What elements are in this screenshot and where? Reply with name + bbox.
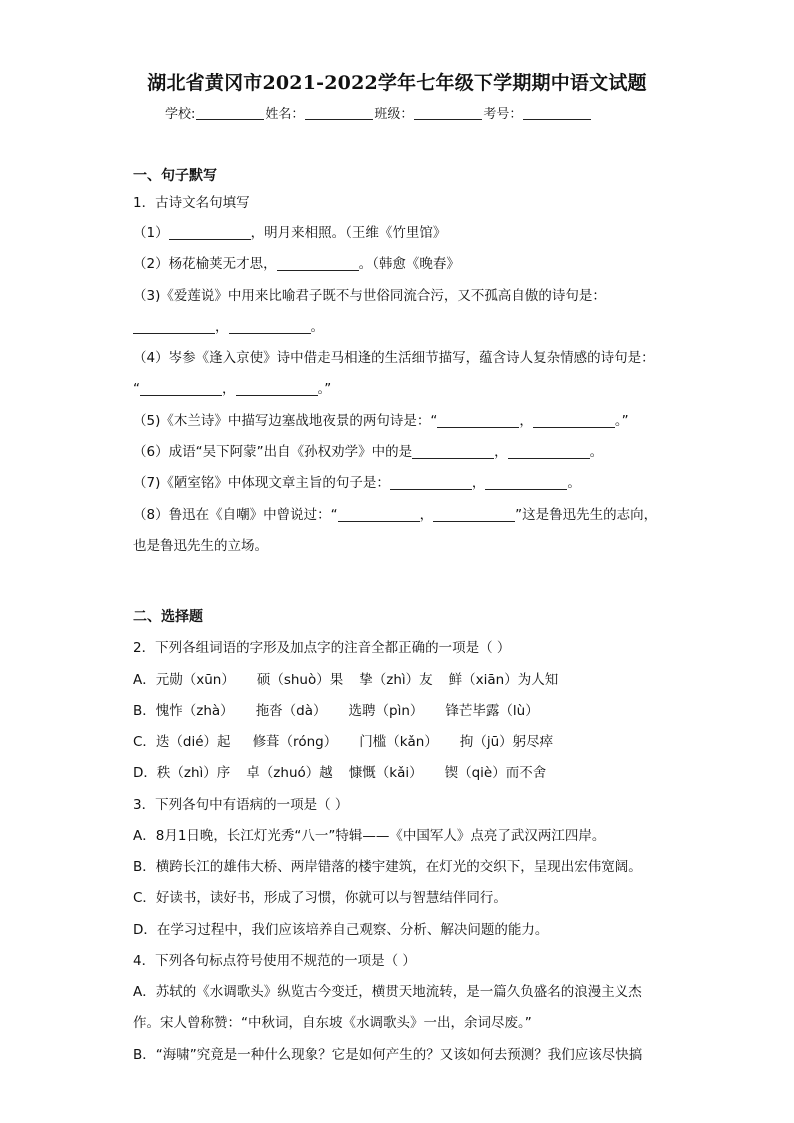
q1-item-7: （7)《陋室铭》中体现文章主旨的句子是： ， 。 bbox=[133, 475, 581, 491]
q4-option-b-line1: B．“海啸”究竟是一种什么现象？它是如何产生的？又该如何去预测？我们应该尽快搞 bbox=[133, 1047, 643, 1063]
q1-item-4: （4）岑参《逢入京使》诗中借走马相逢的生活细节描写，蕴含诗人复杂情感的诗句是： bbox=[133, 350, 655, 366]
number-blank[interactable] bbox=[523, 107, 591, 120]
q3-option-a: A．8月1日晚，长江灯光秀“八一”特辑——《中国军人》点亮了武汉两江四岸。 bbox=[133, 828, 606, 844]
answer-blank[interactable] bbox=[390, 475, 472, 490]
question-3-stem: 3．下列各句中有语病的一项是（ ） bbox=[133, 797, 349, 813]
answer-blank[interactable] bbox=[508, 444, 590, 459]
page-title: 湖北省黄冈市2021-2022学年七年级下学期期中语文试题 bbox=[147, 72, 647, 94]
q2-option-a: A．元勋（xūn） 硕（shuò）果 挚（zhì）友 鲜（xiān）为人知 bbox=[133, 672, 559, 688]
q1-item-5: （5)《木兰诗》中描写边塞战地夜景的两句诗是：“ ， 。” bbox=[133, 413, 629, 429]
school-label: 学校: bbox=[165, 107, 196, 122]
section1-heading: 一、句子默写 bbox=[133, 168, 217, 184]
q4-option-a-line2: 作。宋人曾称赞：“中秋词，自东坡《水调歌头》一出，余词尽废。” bbox=[133, 1015, 532, 1031]
q2-option-b: B．愧怍（zhà） 拖沓（dà） 选聘（pìn） 锋芒毕露（lù） bbox=[133, 703, 539, 719]
q1-item-3: （3)《爱莲说》中用来比喻君子既不与世俗同流合污，又不孤高自傲的诗句是： bbox=[133, 288, 606, 304]
answer-blank[interactable] bbox=[533, 413, 615, 428]
section2-heading: 二、选择题 bbox=[133, 609, 203, 625]
q1-item-8: （8）鲁迅在《自嘲》中曾说过：“ ， ”这是鲁迅先生的志向， bbox=[133, 507, 658, 523]
q1-item-4-answer: “ ， 。” bbox=[133, 381, 332, 397]
q1-item-2: （2）杨花榆荚无才思， 。（韩愈《晚春》 bbox=[133, 256, 460, 272]
answer-blank[interactable] bbox=[140, 381, 222, 396]
question-1-stem: 1．古诗文名句填写 bbox=[133, 195, 250, 211]
q2-option-d: D．秩（zhì）序 卓（zhuó）越 慷慨（kǎi） 锲（qiè）而不舍 bbox=[133, 765, 547, 781]
name-label: 姓名： bbox=[265, 107, 305, 122]
answer-blank[interactable] bbox=[236, 381, 318, 396]
answer-blank[interactable] bbox=[437, 413, 519, 428]
school-blank[interactable] bbox=[196, 107, 264, 120]
answer-blank[interactable] bbox=[338, 507, 420, 522]
answer-blank[interactable] bbox=[133, 319, 215, 334]
q1-item-1: （1） ，明月来相照。（王维《竹里馆》 bbox=[133, 225, 447, 241]
answer-blank[interactable] bbox=[229, 319, 311, 334]
q3-option-b: B．横跨长江的雄伟大桥、两岸错落的楼宇建筑，在灯光的交织下，呈现出宏伟宽阔。 bbox=[133, 859, 642, 875]
answer-blank[interactable] bbox=[433, 507, 515, 522]
class-blank[interactable] bbox=[414, 107, 482, 120]
name-blank[interactable] bbox=[305, 107, 373, 120]
q2-option-c: C．迭（dié）起 修葺（róng） 门槛（kǎn） 拘（jū）躬尽瘁 bbox=[133, 734, 554, 750]
question-2-stem: 2．下列各组词语的字形及加点字的注音全都正确的一项是（ ） bbox=[133, 640, 511, 656]
answer-blank[interactable] bbox=[412, 444, 494, 459]
class-label: 班级： bbox=[374, 107, 414, 122]
answer-blank[interactable] bbox=[169, 225, 251, 240]
q4-option-a-line1: A．苏轼的《水调歌头》纵览古今变迁，横贯天地流转，是一篇久负盛名的浪漫主义杰 bbox=[133, 984, 642, 1000]
q1-item-3-answer: ， 。 bbox=[133, 317, 324, 337]
answer-blank[interactable] bbox=[277, 256, 359, 271]
q3-option-d: D．在学习过程中，我们应该培养自己观察、分析、解决问题的能力。 bbox=[133, 922, 549, 938]
q1-item-6: （6）成语“吴下阿蒙”出自《孙权劝学》中的是 ， 。 bbox=[133, 444, 604, 460]
student-info-line bbox=[165, 103, 592, 122]
q1-item-8-cont: 也是鲁迅先生的立场。 bbox=[133, 538, 268, 554]
question-4-stem: 4．下列各句标点符号使用不规范的一项是（ ） bbox=[133, 953, 416, 969]
answer-blank[interactable] bbox=[485, 475, 567, 490]
number-label: 考号： bbox=[483, 107, 523, 122]
q3-option-c: C．好读书，读好书，形成了习惯，你就可以与智慧结伴同行。 bbox=[133, 890, 507, 906]
